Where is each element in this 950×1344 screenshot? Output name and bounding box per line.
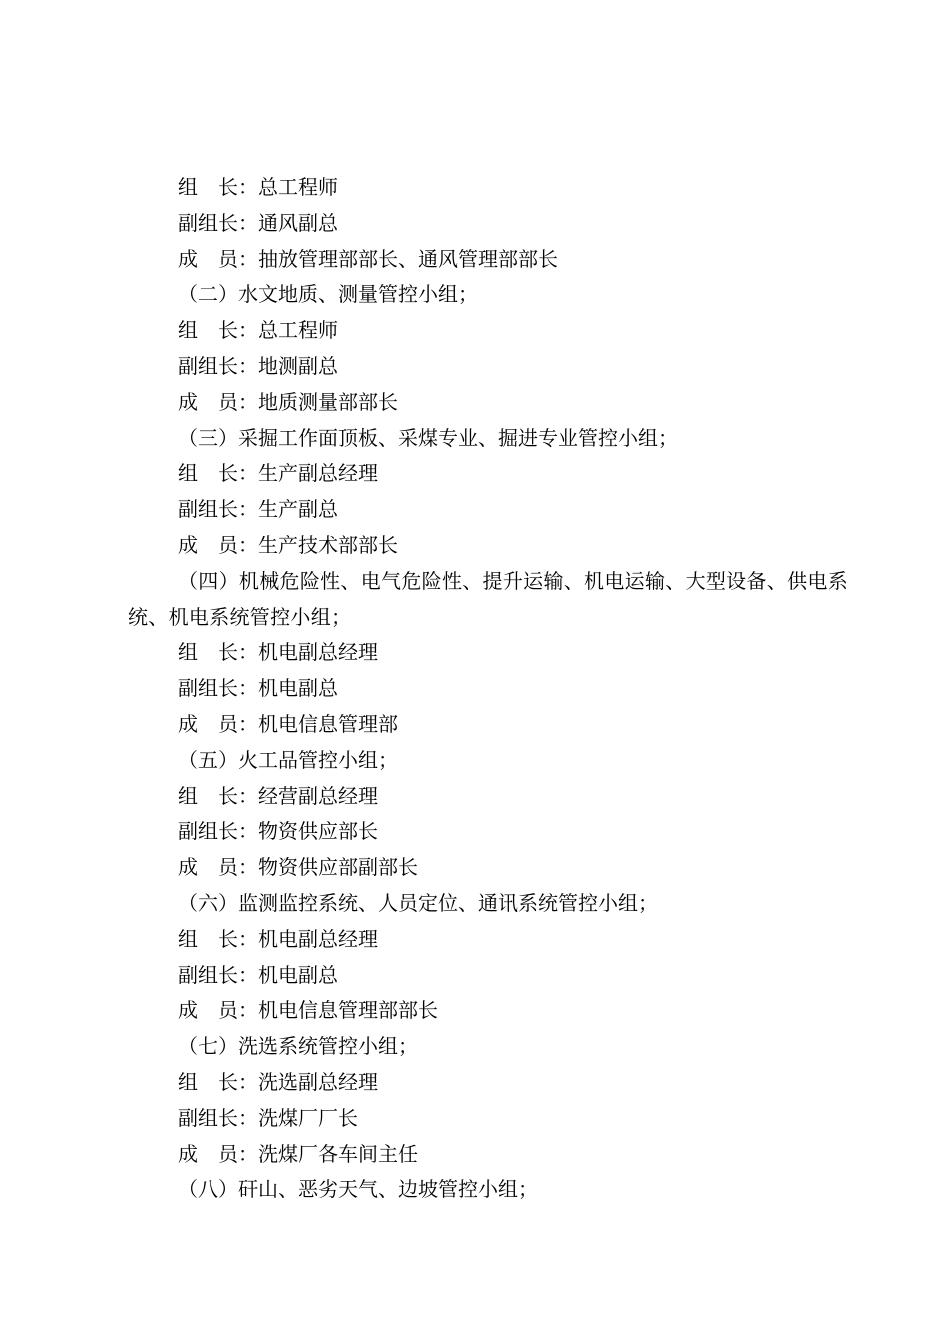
section-heading-7: （七）洗选系统管控小组；: [178, 1034, 418, 1059]
member-deputy-leader: 副组长：机电副总: [178, 676, 338, 701]
member-deputy-leader: 副组长：生产副总: [178, 497, 338, 522]
member-leader: 组 长：经营副总经理: [178, 783, 378, 808]
member-deputy-leader: 副组长：机电副总: [178, 962, 338, 987]
section-heading-3: （三）采掘工作面顶板、采煤专业、掘进专业管控小组；: [178, 425, 678, 450]
member-members: 成 员：洗煤厂各车间主任: [178, 1141, 418, 1166]
member-members: 成 员：物资供应部副部长: [178, 855, 418, 880]
member-leader: 组 长：机电副总经理: [178, 640, 378, 665]
section-heading-5: （五）火工品管控小组；: [178, 747, 398, 772]
member-leader: 组 长：总工程师: [178, 175, 338, 199]
member-members: 成 员：机电信息管理部部长: [178, 998, 438, 1023]
member-deputy-leader: 副组长：物资供应部长: [178, 819, 378, 844]
document-body: [128, 170, 848, 1208]
member-members: 成 员：生产技术部部长: [178, 532, 398, 557]
section-heading-4: （四）机械危险性、电气危险性、提升运输、机电运输、大型设备、供电系统、机电系统管控小组；: [128, 568, 848, 629]
member-leader: 组 长：总工程师: [178, 318, 338, 343]
member-leader: 组 长：生产副总经理: [178, 461, 378, 486]
member-leader: 组 长：洗选副总经理: [178, 1069, 378, 1094]
member-deputy-leader: 副组长：通风副总: [178, 210, 338, 235]
member-deputy-leader: 副组长：地测副总: [178, 353, 338, 378]
section-heading-2: （二）水文地质、测量管控小组；: [178, 282, 478, 307]
member-members: 成 员：地质测量部部长: [178, 389, 398, 414]
member-members: 成 员：抽放管理部部长、通风管理部部长: [178, 246, 558, 271]
section-heading-6: （六）监测监控系统、人员定位、通讯系统管控小组；: [178, 890, 658, 915]
section-heading-8: （八）矸山、恶劣天气、边坡管控小组；: [178, 1177, 538, 1202]
member-leader: 组 长：机电副总经理: [178, 926, 378, 951]
member-members: 成 员：机电信息管理部: [178, 711, 398, 736]
member-deputy-leader: 副组长：洗煤厂厂长: [178, 1105, 358, 1130]
